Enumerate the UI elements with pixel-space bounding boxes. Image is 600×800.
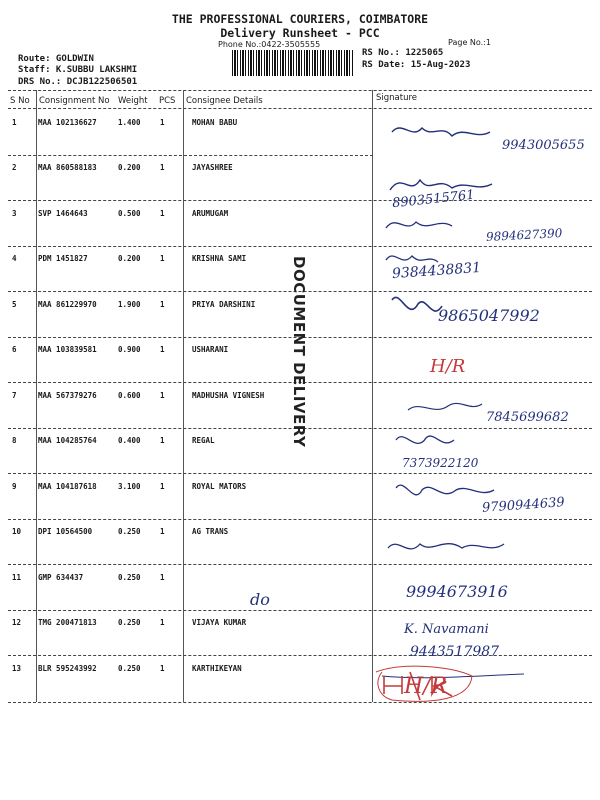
document-delivery-stamp: DOCUMENT DELIVERY (290, 256, 308, 448)
row-sno: 3 (12, 209, 17, 218)
row-sno: 1 (12, 118, 17, 127)
row-pcs: 1 (160, 254, 165, 263)
row-sno: 5 (12, 300, 17, 309)
row-consignment: MAA 103839581 (38, 345, 97, 354)
handwritten-phone: 9443517987 (410, 644, 500, 660)
sheet-title: Delivery Runsheet - PCC (220, 26, 380, 40)
table-top-rule (8, 90, 592, 91)
row-consignment: TMG 200471813 (38, 618, 97, 627)
row-consignment: MAA 567379276 (38, 391, 97, 400)
handwritten-phone: 9790944639 (481, 495, 566, 516)
row-sno: 4 (12, 254, 17, 263)
row-consignee: JAYASHREE (192, 163, 233, 172)
signature-scribble (408, 403, 482, 410)
company-title: THE PROFESSIONAL COURIERS, COIMBATORE (171, 12, 429, 26)
row-pcs: 1 (160, 573, 165, 582)
row-consignment: MAA 860588183 (38, 163, 97, 172)
row-weight: 0.250 (118, 618, 141, 627)
row-pcs: 1 (160, 391, 165, 400)
rs-number: RS No.: 1225065 (362, 48, 444, 58)
row-consignee: VIJAYA KUMAR (192, 618, 247, 627)
row-weight: 0.250 (118, 664, 141, 673)
row-weight: 0.600 (118, 391, 141, 400)
row-weight: 0.200 (118, 254, 141, 263)
row-pcs: 1 (160, 618, 165, 627)
row-sno: 9 (12, 482, 17, 491)
row-consignment: DPI 10564500 (38, 527, 93, 536)
route-label: Route: GOLDWIN (18, 54, 94, 64)
signature-scribble (396, 436, 454, 443)
row-consignment: PDM 1451827 (38, 254, 88, 263)
rs-date: RS Date: 15-Aug-2023 (362, 60, 471, 70)
handwritten-phone: 7845699682 (486, 410, 569, 425)
handwritten-phone: 9943005655 (502, 138, 585, 153)
row-weight: 1.400 (118, 118, 141, 127)
row-weight: 0.250 (118, 527, 141, 536)
hr-mark: H/R (404, 674, 448, 699)
row-sno: 13 (12, 664, 22, 673)
phone-number: Phone No.:0422-3505555 (218, 40, 321, 49)
row-weight: 0.250 (118, 573, 141, 582)
signature-scribble (396, 485, 494, 495)
staff-label: Staff: K.SUBBU LAKSHMI (18, 65, 138, 75)
row-consignee: MOHAN BABU (192, 118, 238, 127)
row-weight: 0.200 (118, 163, 141, 172)
row-consignment: GMP 634437 (38, 573, 84, 582)
row-pcs: 1 (160, 436, 165, 445)
page-number: Page No.:1 (448, 38, 491, 47)
row-weight: 0.400 (118, 436, 141, 445)
row-consignment: MAA 104187618 (38, 482, 97, 491)
col-header-pcs: PCS (159, 96, 176, 106)
handwritten-phone: 8903515761 (391, 187, 476, 212)
row-weight: 1.900 (118, 300, 141, 309)
row-consignee: REGAL (192, 436, 215, 445)
row-consignment: SVP 1464643 (38, 209, 88, 218)
handwritten-phone: 9894627390 (485, 226, 563, 244)
barcode-image (232, 50, 354, 76)
handwritten-phone: 9865047992 (438, 306, 540, 325)
row-pcs: 1 (160, 345, 165, 354)
signature-scribble (386, 222, 452, 228)
row-weight: 0.900 (118, 345, 141, 354)
row-consignee: KRISHNA SAMI (192, 254, 247, 263)
row-consignee: USHARANI (192, 345, 229, 354)
signature-scribble (392, 297, 442, 311)
col-header-weight: Weight (118, 96, 148, 106)
handwritten-phone: 9384438831 (391, 259, 482, 283)
row-consignment: MAA 102136627 (38, 118, 97, 127)
row-pcs: 1 (160, 300, 165, 309)
hr-mark: H/R (430, 356, 466, 377)
row-consignment: MAA 861229970 (38, 300, 97, 309)
row-consignee: MADHUSHA VIGNESH (192, 391, 265, 400)
row-sno: 10 (12, 527, 22, 536)
row-rule (8, 155, 373, 156)
row-pcs: 1 (160, 527, 165, 536)
col-header-consignee: Consignee Details (186, 96, 263, 106)
row-weight: 0.500 (118, 209, 141, 218)
col-header-consignment: Consignment No (39, 96, 110, 106)
handwritten-phone: 9994673916 (406, 582, 508, 601)
row-sno: 2 (12, 163, 17, 172)
ditto-mark: do (250, 590, 270, 609)
row-sno: 12 (12, 618, 22, 627)
row-pcs: 1 (160, 664, 165, 673)
header-bottom-rule (8, 108, 592, 109)
row-consignee: AG TRANS (192, 527, 229, 536)
row-consignee: PRIYA DARSHINI (192, 300, 256, 309)
signature-scribble (392, 128, 490, 136)
row-consignment: MAA 104285764 (38, 436, 97, 445)
row-consignment: BLR 595243992 (38, 664, 97, 673)
row-pcs: 1 (160, 482, 165, 491)
row-consignee: KARTHIKEYAN (192, 664, 242, 673)
signature-scribble (390, 180, 492, 190)
row-pcs: 1 (160, 118, 165, 127)
row-sno: 11 (12, 573, 22, 582)
row-sno: 6 (12, 345, 17, 354)
row-sno: 8 (12, 436, 17, 445)
row-pcs: 1 (160, 163, 165, 172)
handwritten-phone: 7373922120 (402, 456, 479, 470)
row-consignee: ARUMUGAM (192, 209, 229, 218)
row-sno: 7 (12, 391, 17, 400)
col-header-signature: Signature (376, 93, 418, 103)
signature-scribble (386, 256, 438, 262)
row-pcs: 1 (160, 209, 165, 218)
row-weight: 3.100 (118, 482, 141, 491)
drs-number: DRS No.: DCJB122506501 (18, 77, 138, 87)
handwritten-name: K. Navamani (404, 622, 489, 637)
signature-scribble (388, 544, 504, 549)
col-header-sno: S No (10, 96, 30, 106)
row-consignee: ROYAL MATORS (192, 482, 247, 491)
